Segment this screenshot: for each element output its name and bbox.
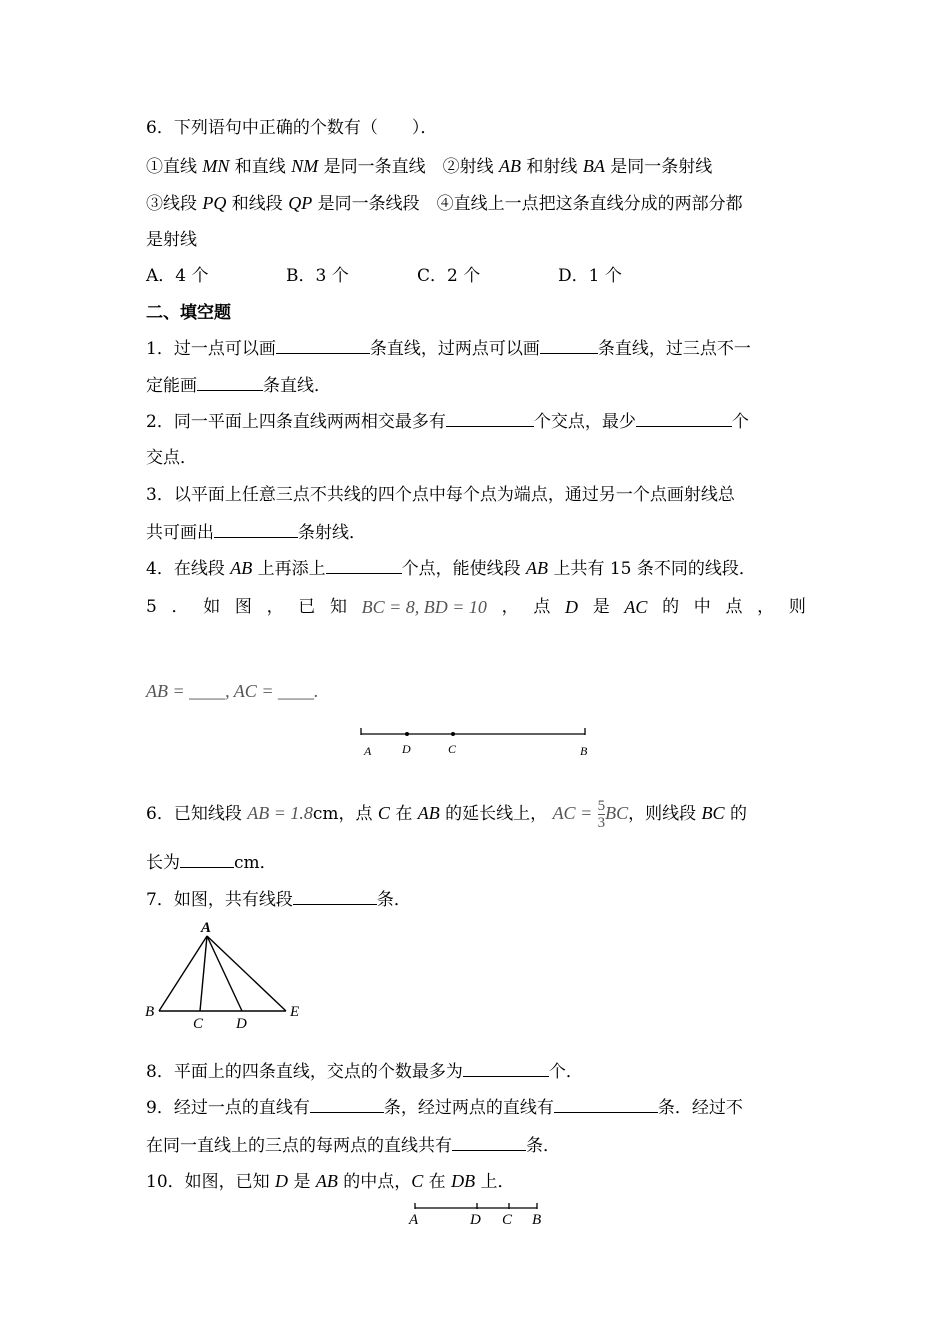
q6-statement-2-cont: 是射线 <box>146 230 197 250</box>
point-label: C <box>193 1016 204 1032</box>
fill-2-line1: 2．同一平面上四条直线两两相交最多有 个交点，最少 个 <box>146 412 749 432</box>
given-expression: BC = 8, BD = 10 <box>361 597 487 617</box>
point-label: A <box>364 744 372 758</box>
point-label: B <box>532 1212 542 1228</box>
figure-segment-10 <box>405 1200 555 1232</box>
answer-blank[interactable] <box>214 521 298 538</box>
answer-blank[interactable] <box>463 1060 549 1077</box>
given-expression: AB = 1.8 <box>247 803 313 823</box>
answer-blank[interactable] <box>293 888 377 905</box>
fill-6-line2: 长为 cm． <box>146 853 277 873</box>
fill-5-line1: 5 ． 如 图 ， 已 知 BC = 8, BD = 10 ， 点 D 是 AC 的 中 点 ， 则 <box>146 597 806 617</box>
answer-blank[interactable] <box>180 851 234 868</box>
q6-statement-2: ③线段 PQ 和线段 QP 是同一条线段 ④直线上一点把这条直线分成的两部分都 <box>146 193 743 214</box>
q6-option-a: A．4 个 <box>146 266 209 286</box>
point-label: B <box>145 1004 155 1020</box>
answer-blank[interactable] <box>197 374 263 391</box>
point-label: C <box>448 742 457 756</box>
fill-4: 4．在线段 AB 上再添上 个点，能使线段 AB 上共有 15 条不同的线段． <box>146 558 756 579</box>
q6-statement-1: ①直线 MN 和直线 NM 是同一条直线 ②射线 AB 和射线 BA 是同一条射线 <box>146 156 713 177</box>
fill-8: 8．平面上的四条直线，交点的个数最多为 个． <box>146 1062 583 1082</box>
section-title: 二、填空题 <box>146 303 231 323</box>
fill-7: 7．如图，共有线段 条． <box>146 890 411 910</box>
answer-blank[interactable] <box>540 337 598 354</box>
q6-stem: 6．下列语句中正确的个数有（ ）． <box>146 118 438 138</box>
answer-blank[interactable] <box>452 1134 526 1151</box>
fill-9-line2: 在同一直线上的三点的每两点的直线共有 条． <box>146 1136 560 1156</box>
fill-1-line1: 1．过一点可以画 条直线，过两点可以画 条直线，过三点不一 <box>146 339 751 359</box>
answer-blank[interactable] <box>326 557 402 574</box>
fill-6-line1: 6．已知线段 AB = 1.8cm，点 C 在 AB 的延长线上， AC = $\frac{5}{3}$ BC，则线段 BC 的 <box>146 798 747 831</box>
point-label: B <box>580 744 588 758</box>
fill-3-line2: 共可画出 条射线． <box>146 523 366 543</box>
point-label: C <box>502 1212 513 1228</box>
point-label: D <box>470 1212 481 1228</box>
q6-option-b: B．3 个 <box>286 266 349 286</box>
figure-triangle-7 <box>140 918 315 1033</box>
point-label: E <box>290 1004 300 1020</box>
figure-segment-5 <box>355 722 595 762</box>
q6-option-c: C．2 个 <box>417 266 481 286</box>
point-label: A <box>409 1212 419 1228</box>
point-label: D <box>236 1016 247 1032</box>
fill-2-line2: 交点． <box>146 448 197 468</box>
fill-10: 10．如图，已知 D 是 AB 的中点，C 在 DB 上． <box>146 1171 515 1192</box>
fill-1-line2: 定能画 条直线． <box>146 376 331 396</box>
q6-option-d: D．1 个 <box>558 266 622 286</box>
answer-blank[interactable] <box>554 1096 658 1113</box>
answer-blank[interactable] <box>310 1096 384 1113</box>
answer-blank[interactable] <box>636 410 732 427</box>
fraction: $\frac{5}{3}$ <box>597 798 606 831</box>
fill-5-answer: AB = ____, AC = ____. <box>146 681 319 701</box>
answer-blank[interactable] <box>276 337 370 354</box>
answer-blank[interactable] <box>446 410 534 427</box>
fill-3-line1: 3．以平面上任意三点不共线的四个点中每个点为端点，通过另一个点画射线总 <box>146 485 735 505</box>
fill-9-line1: 9．经过一点的直线有 条，经过两点的直线有 条．经过不 <box>146 1098 743 1118</box>
point-label: D <box>402 742 411 756</box>
point-label: A <box>201 920 212 936</box>
